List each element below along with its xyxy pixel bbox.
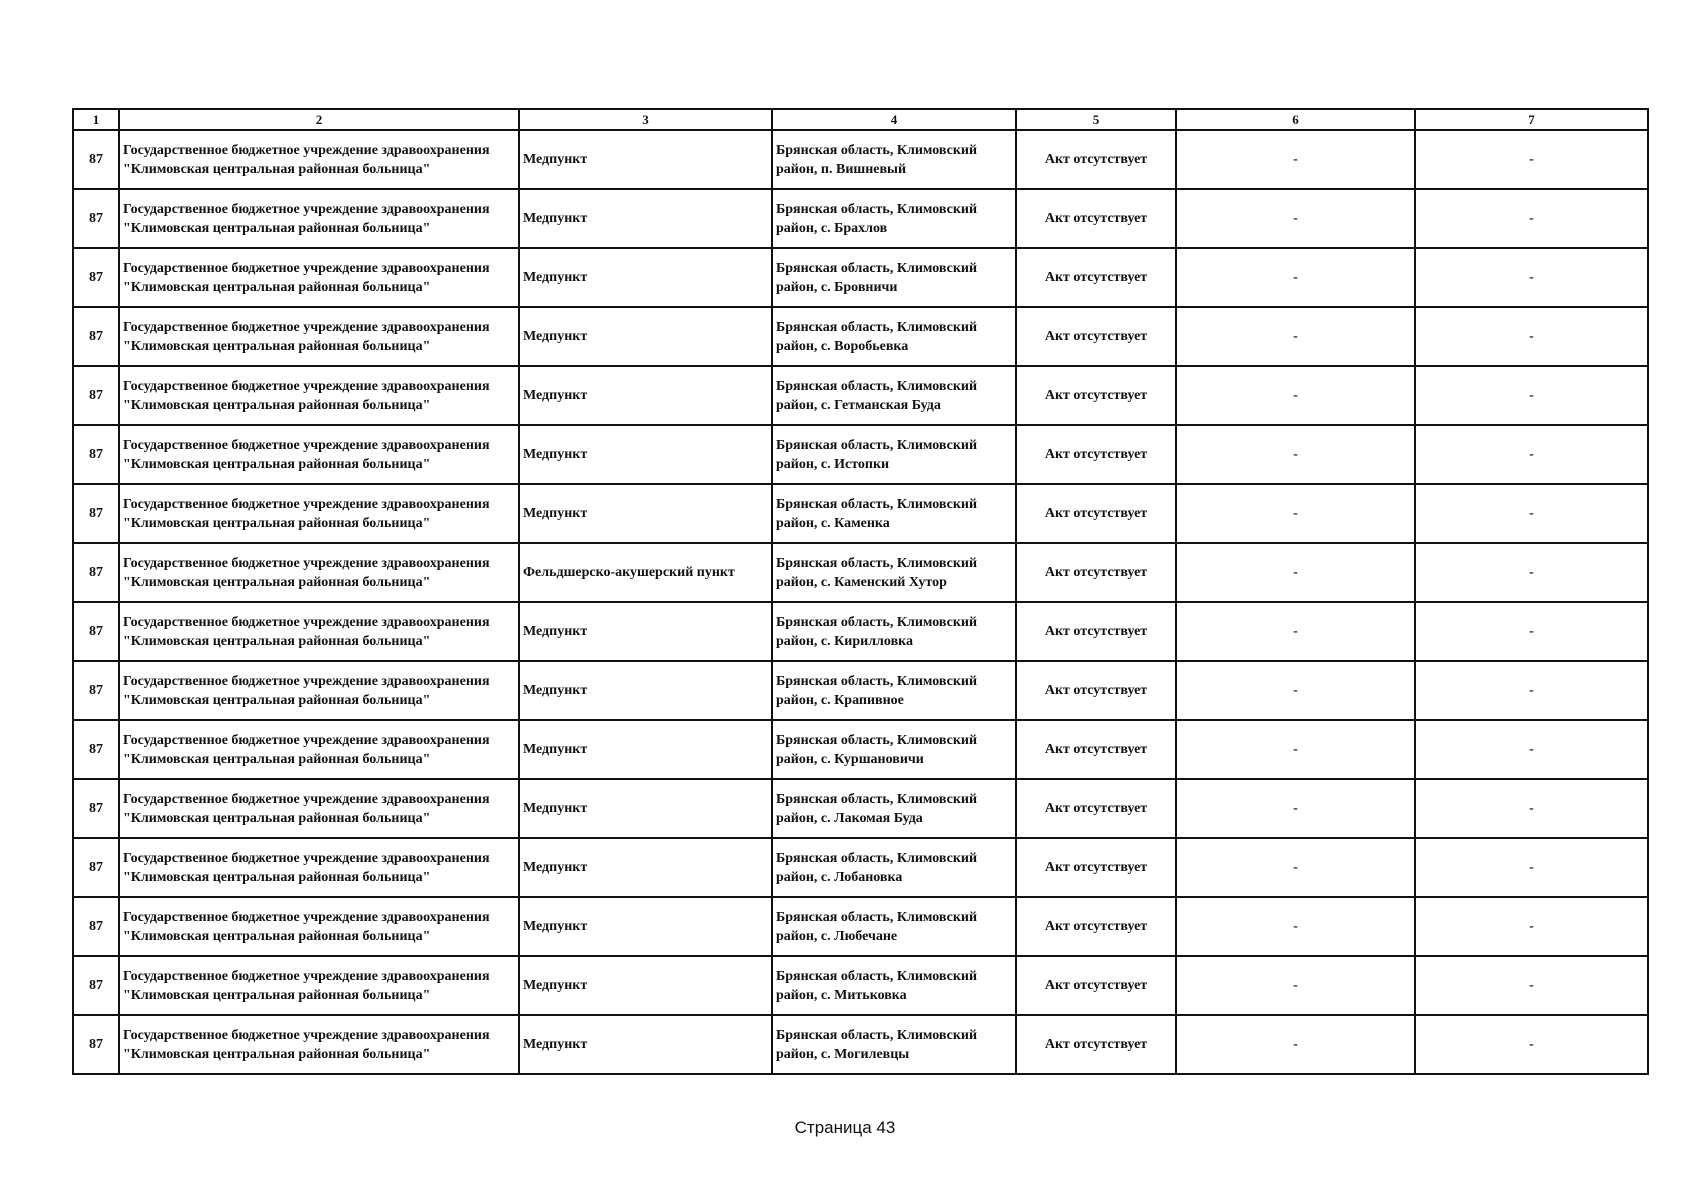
row-number-cell: 87 [73, 1015, 119, 1074]
facility-type-cell: Медпункт [519, 366, 772, 425]
column-6-cell: - [1176, 366, 1415, 425]
column-6-cell: - [1176, 130, 1415, 189]
facility-type-cell: Медпункт [519, 307, 772, 366]
facility-type-cell: Медпункт [519, 661, 772, 720]
act-status-cell: Акт отсутствует [1016, 661, 1176, 720]
facility-type-cell: Медпункт [519, 189, 772, 248]
act-status-cell: Акт отсутствует [1016, 838, 1176, 897]
act-status-cell: Акт отсутствует [1016, 425, 1176, 484]
organization-cell: Государственное бюджетное учреждение здравоохранения "Климовская центральная районная больница" [119, 484, 519, 543]
table-row [73, 897, 1648, 956]
row-number-cell: 87 [73, 366, 119, 425]
organization-cell: Государственное бюджетное учреждение здравоохранения "Климовская центральная районная больница" [119, 897, 519, 956]
row-number-cell: 87 [73, 307, 119, 366]
address-cell: Брянская область, Климовский район, с. Куршановичи [772, 720, 1016, 779]
facility-type-cell: Фельдшерско-акушерский пункт [519, 543, 772, 602]
row-number-cell: 87 [73, 425, 119, 484]
address-cell: Брянская область, Климовский район, с. Каменский Хутор [772, 543, 1016, 602]
act-status-cell: Акт отсутствует [1016, 307, 1176, 366]
facility-type-cell: Медпункт [519, 425, 772, 484]
act-status-cell: Акт отсутствует [1016, 897, 1176, 956]
act-status-cell: Акт отсутствует [1016, 366, 1176, 425]
column-7-cell: - [1415, 484, 1648, 543]
column-7-cell: - [1415, 1015, 1648, 1074]
organization-cell: Государственное бюджетное учреждение здравоохранения "Климовская центральная районная больница" [119, 720, 519, 779]
row-number-cell: 87 [73, 602, 119, 661]
table-row [73, 130, 1648, 189]
address-cell: Брянская область, Климовский район, с. Лобановка [772, 838, 1016, 897]
column-header-6: 6 [1176, 109, 1415, 130]
facility-type-cell: Медпункт [519, 897, 772, 956]
column-6-cell: - [1176, 956, 1415, 1015]
column-7-cell: - [1415, 189, 1648, 248]
column-7-cell: - [1415, 720, 1648, 779]
column-6-cell: - [1176, 1015, 1415, 1074]
table-row [73, 720, 1648, 779]
act-status-cell: Акт отсутствует [1016, 484, 1176, 543]
organization-cell: Государственное бюджетное учреждение здравоохранения "Климовская центральная районная больница" [119, 779, 519, 838]
act-status-cell: Акт отсутствует [1016, 130, 1176, 189]
row-number-cell: 87 [73, 130, 119, 189]
address-cell: Брянская область, Климовский район, с. Истопки [772, 425, 1016, 484]
document-sheet [72, 108, 1647, 1075]
column-6-cell: - [1176, 248, 1415, 307]
table-row [73, 307, 1648, 366]
row-number-cell: 87 [73, 897, 119, 956]
column-7-cell: - [1415, 248, 1648, 307]
organization-cell: Государственное бюджетное учреждение здравоохранения "Климовская центральная районная больница" [119, 661, 519, 720]
column-header-5: 5 [1016, 109, 1176, 130]
act-status-cell: Акт отсутствует [1016, 1015, 1176, 1074]
column-header-7: 7 [1415, 109, 1648, 130]
page-number: Страница 43 [794, 1118, 896, 1137]
act-status-cell: Акт отсутствует [1016, 720, 1176, 779]
column-header-1: 1 [73, 109, 119, 130]
table-row [73, 543, 1648, 602]
facility-type-cell: Медпункт [519, 779, 772, 838]
table-row [73, 366, 1648, 425]
organization-cell: Государственное бюджетное учреждение здравоохранения "Климовская центральная районная больница" [119, 366, 519, 425]
column-6-cell: - [1176, 661, 1415, 720]
act-status-cell: Акт отсутствует [1016, 248, 1176, 307]
table-row [73, 425, 1648, 484]
organization-cell: Государственное бюджетное учреждение здравоохранения "Климовская центральная районная больница" [119, 838, 519, 897]
facility-type-cell: Медпункт [519, 720, 772, 779]
table-row [73, 779, 1648, 838]
column-6-cell: - [1176, 838, 1415, 897]
row-number-cell: 87 [73, 543, 119, 602]
facility-type-cell: Медпункт [519, 956, 772, 1015]
column-6-cell: - [1176, 720, 1415, 779]
organization-cell: Государственное бюджетное учреждение здравоохранения "Климовская центральная районная больница" [119, 248, 519, 307]
column-6-cell: - [1176, 779, 1415, 838]
address-cell: Брянская область, Климовский район, с. Воробьевка [772, 307, 1016, 366]
column-6-cell: - [1176, 425, 1415, 484]
address-cell: Брянская область, Климовский район, с. Лакомая Буда [772, 779, 1016, 838]
table-row [73, 248, 1648, 307]
address-cell: Брянская область, Климовский район, п. Вишневый [772, 130, 1016, 189]
organization-cell: Государственное бюджетное учреждение здравоохранения "Климовская центральная районная больница" [119, 189, 519, 248]
registry-table [72, 108, 1649, 1075]
facility-type-cell: Медпункт [519, 130, 772, 189]
row-number-cell: 87 [73, 720, 119, 779]
table-row [73, 1015, 1648, 1074]
column-7-cell: - [1415, 838, 1648, 897]
act-status-cell: Акт отсутствует [1016, 189, 1176, 248]
organization-cell: Государственное бюджетное учреждение здравоохранения "Климовская центральная районная больница" [119, 543, 519, 602]
row-number-cell: 87 [73, 779, 119, 838]
address-cell: Брянская область, Климовский район, с. Крапивное [772, 661, 1016, 720]
column-7-cell: - [1415, 661, 1648, 720]
column-6-cell: - [1176, 189, 1415, 248]
facility-type-cell: Медпункт [519, 602, 772, 661]
organization-cell: Государственное бюджетное учреждение здравоохранения "Климовская центральная районная больница" [119, 1015, 519, 1074]
table-row [73, 602, 1648, 661]
organization-cell: Государственное бюджетное учреждение здравоохранения "Климовская центральная районная больница" [119, 307, 519, 366]
row-number-cell: 87 [73, 484, 119, 543]
column-6-cell: - [1176, 484, 1415, 543]
column-6-cell: - [1176, 307, 1415, 366]
address-cell: Брянская область, Климовский район, с. Любечане [772, 897, 1016, 956]
organization-cell: Государственное бюджетное учреждение здравоохранения "Климовская центральная районная больница" [119, 602, 519, 661]
organization-cell: Государственное бюджетное учреждение здравоохранения "Климовская центральная районная больница" [119, 956, 519, 1015]
header-row [73, 109, 1648, 130]
address-cell: Брянская область, Климовский район, с. Бровничи [772, 248, 1016, 307]
organization-cell: Государственное бюджетное учреждение здравоохранения "Климовская центральная районная больница" [119, 130, 519, 189]
organization-cell: Государственное бюджетное учреждение здравоохранения "Климовская центральная районная больница" [119, 425, 519, 484]
act-status-cell: Акт отсутствует [1016, 779, 1176, 838]
address-cell: Брянская область, Климовский район, с. Могилевцы [772, 1015, 1016, 1074]
facility-type-cell: Медпункт [519, 248, 772, 307]
column-7-cell: - [1415, 307, 1648, 366]
address-cell: Брянская область, Климовский район, с. Митьковка [772, 956, 1016, 1015]
address-cell: Брянская область, Климовский район, с. Каменка [772, 484, 1016, 543]
column-7-cell: - [1415, 956, 1648, 1015]
row-number-cell: 87 [73, 661, 119, 720]
column-6-cell: - [1176, 543, 1415, 602]
row-number-cell: 87 [73, 956, 119, 1015]
table-header [73, 109, 1648, 130]
table-row [73, 484, 1648, 543]
address-cell: Брянская область, Климовский район, с. Кирилловка [772, 602, 1016, 661]
row-number-cell: 87 [73, 248, 119, 307]
table-row [73, 661, 1648, 720]
column-6-cell: - [1176, 602, 1415, 661]
column-7-cell: - [1415, 366, 1648, 425]
column-header-3: 3 [519, 109, 772, 130]
facility-type-cell: Медпункт [519, 484, 772, 543]
act-status-cell: Акт отсутствует [1016, 602, 1176, 661]
address-cell: Брянская область, Климовский район, с. Брахлов [772, 189, 1016, 248]
act-status-cell: Акт отсутствует [1016, 956, 1176, 1015]
column-6-cell: - [1176, 897, 1415, 956]
address-cell: Брянская область, Климовский район, с. Гетманская Буда [772, 366, 1016, 425]
column-7-cell: - [1415, 779, 1648, 838]
column-7-cell: - [1415, 425, 1648, 484]
table-row [73, 189, 1648, 248]
table-row [73, 838, 1648, 897]
column-header-4: 4 [772, 109, 1016, 130]
act-status-cell: Акт отсутствует [1016, 543, 1176, 602]
table-body [73, 130, 1648, 1074]
column-7-cell: - [1415, 897, 1648, 956]
row-number-cell: 87 [73, 189, 119, 248]
column-7-cell: - [1415, 543, 1648, 602]
table-row [73, 956, 1648, 1015]
facility-type-cell: Медпункт [519, 838, 772, 897]
column-7-cell: - [1415, 602, 1648, 661]
facility-type-cell: Медпункт [519, 1015, 772, 1074]
column-7-cell: - [1415, 130, 1648, 189]
column-header-2: 2 [119, 109, 519, 130]
row-number-cell: 87 [73, 838, 119, 897]
